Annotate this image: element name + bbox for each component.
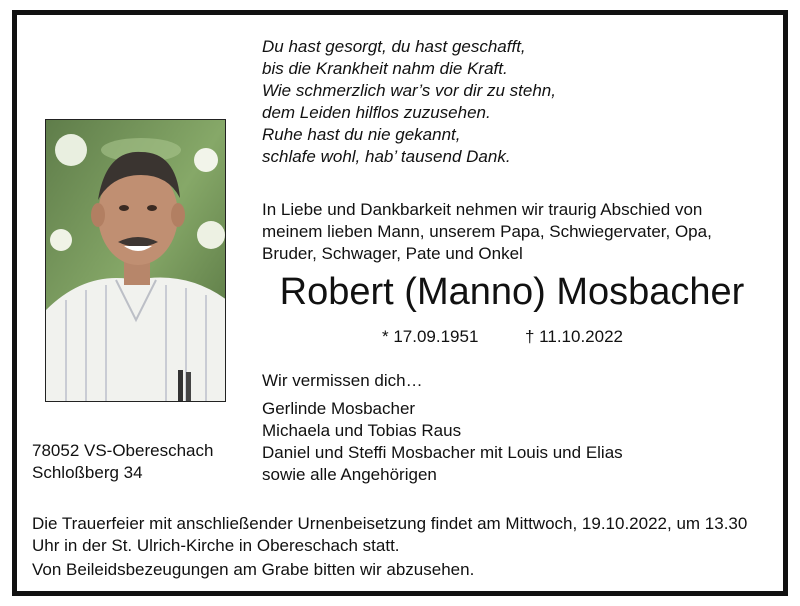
poem-line: Wie schmerzlich war’s vor dir zu stehn, [262,81,556,100]
family-list [262,398,623,486]
poem-line: schlafe wohl, hab’ tausend Dank. [262,147,511,166]
family-member: Daniel und Steffi Mosbacher mit Louis und Elias [262,443,623,462]
poem [262,36,556,168]
portrait-photo [45,119,226,402]
deceased-name: Robert (Manno) Mosbacher [279,271,745,313]
address-line: 78052 VS-Obereschach [32,441,214,460]
ceremony-info: Die Trauerfeier mit anschließender Urnenbeisetzung findet am Mittwoch, 19.10.2022, um 13.30 Uhr in der St. Ulrich-Kirche in Obereschach statt. [32,514,748,555]
intro-text: In Liebe und Dankbarkeit nehmen wir traurig Abschied von meinem lieben Mann, unserem Papa, Schwiegervater, Opa, Bruder, Schwager, Pate und Onkel [262,200,712,263]
poem-line: Ruhe hast du nie gekannt, [262,125,461,144]
family-member: Michaela und Tobias Raus [262,421,462,440]
family-member: Gerlinde Mosbacher [262,399,416,418]
miss-you-text: Wir vermissen dich… [262,371,423,390]
condolence-note: Von Beileidsbezeugungen am Grabe bitten wir abzusehen. [32,560,475,579]
poem-line: bis die Krankheit nahm die Kraft. [262,59,508,78]
family-member: sowie alle Angehörigen [262,465,437,484]
address-block [32,440,213,484]
poem-line: Du hast gesorgt, du hast geschafft, [262,37,526,56]
death-date: † 11.10.2022 [525,327,623,346]
poem-line: dem Leiden hilflos zuzusehen. [262,103,491,122]
birth-date: * 17.09.1951 [382,327,479,346]
address-line: Schloßberg 34 [32,463,143,482]
